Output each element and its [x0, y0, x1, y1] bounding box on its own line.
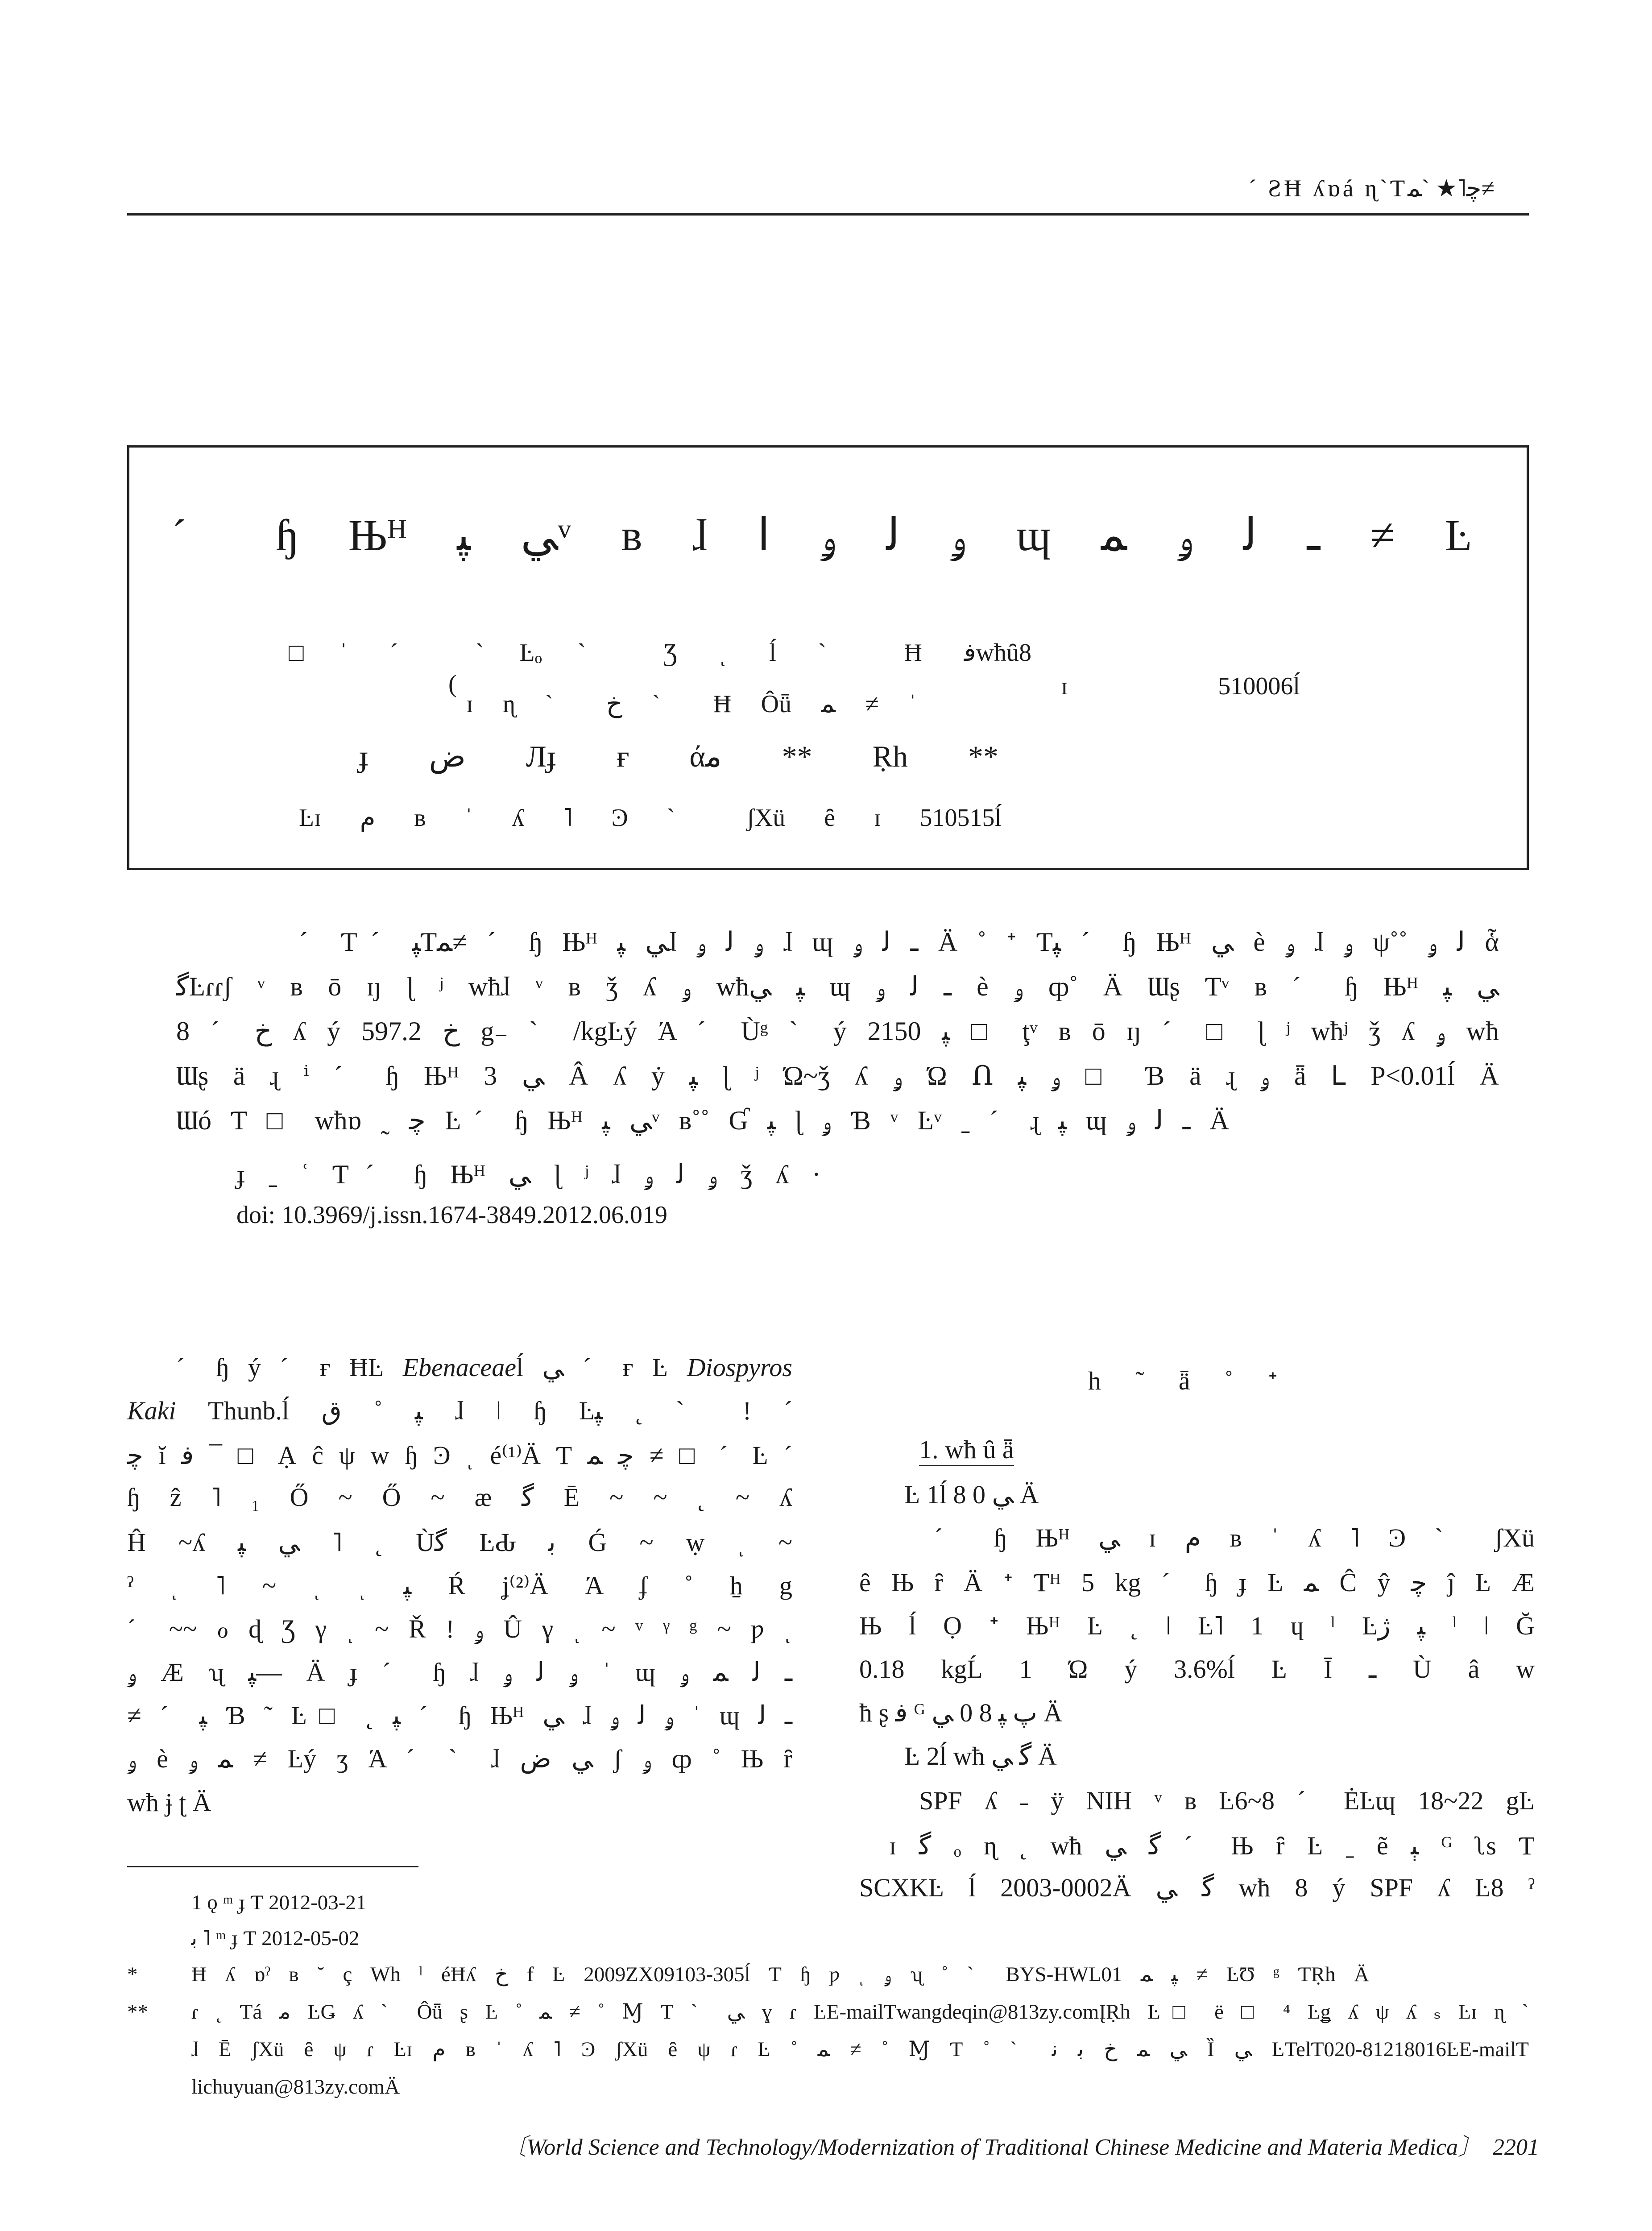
abstract-line: Ɯó Ƭ □ wħɒ ˷ ﭼ Ŀˊ ɧ Њᴴ ﻲ ﭙᵛ ʙ˚˚ Ɠ ﭙ ɭ ﯠ Ɓ ᵛ Ŀᵛ ˍ ˊ ɻ ﭙ ɰ ـ ﻟ ﯠ Ä — [176, 1106, 1230, 1135]
right-column-line: ɪ ﮔ ₒ ɳ ˛ wħ ﮔ ﻲ ˊ Њ ȓ Ŀ ˍ ẽ ﯧ ᴳ ʅs Ƭ — [889, 1831, 1535, 1860]
section-heading: h ˜ ǟ ˚ ᐩ — [1088, 1366, 1278, 1395]
subsection-heading — [919, 1434, 1014, 1465]
left-column-line: ≠ ˊ ﭙ Ɓ ˜ Ŀ□ ˛ ﭙ ˊ ɧ Њᴴ ﻲ ɺ ﯠ ﻟ ﯠ ˈ ɰ ـ ﻟ — [127, 1701, 792, 1730]
right-column-line: Ŀ 2ĺ wħ ﮔ ﻲ Ä — [904, 1742, 1057, 1771]
left-column-line — [127, 1395, 792, 1427]
subsection-heading-text: 1. wħ ȗ ǟ — [919, 1435, 1014, 1466]
correspondence-marker: ** — [127, 2000, 148, 2024]
right-column-line: ˊ ɧ Њᴴ ﻲ ɪ ﻡ ʙ ˈ ʎ ˥ Ͽ ˋ ʃXü — [934, 1523, 1535, 1552]
left-column-line: ˀ ͺ ˥ ~ ͺ ͺ ﭙ Ŕ ʝ⁽²⁾Ä Ά ʄ ˚ ẖ g — [127, 1571, 792, 1600]
genus-name: Diospyros — [687, 1353, 792, 1382]
left-column-line: ﯠ Æ ʯ ﭙ— Ä ɟ ˊ ɧ ɺ ﯠ ﻟ ﯠ ˈ ɰ ـ ﻟ ﻤ ﯠ — [127, 1658, 792, 1687]
fund-marker: * — [127, 1963, 138, 1986]
intro-pre: ˊ ɧ ý ˊ ғ ĦĿ — [176, 1353, 403, 1382]
abstract-line: ˊ Ƭˊ ﭙƬﻤ≠ ˊ ɧ Њᴴ ﻲ ﭙɺ ﯠ ﻟ ﯠ ɺ ɰ ـ ﻟ ﯠ Ä ˚ ᐩ Ƭﭙ ˊ ɧ Њᴴ ﻲ è ﯠ ɺ ﯠ ψ˚˚ ﻟ ﯠ ἇ — [299, 927, 1499, 957]
species-name: Kaki — [127, 1396, 176, 1425]
running-header: ˊ ƧĦ ʎɒá ɳˋƬﭼ˥★ ˋﻤ≠ — [1248, 175, 1495, 202]
left-column-line — [176, 1352, 792, 1383]
left-column-line: ɧ ẑ ˥ ₁ Ő ~ Ő ~ æ ﮔ Ē ~ ~ ˛ ~ ʎ — [127, 1483, 792, 1512]
abstract-line: ﺥ ˊ 8 ʎ ý ﺥ 597.2 g₋ ˋ /kgĿý Ά ˊ Ùᵍ ˋ ý ﭙ 2150 □ ţᵛ ʙ ō ɪȷ ˊ □ ɭ ʲ wħʲ ǯ ʎ ﯠ wħ — [176, 1016, 1499, 1046]
intro-post: Thunb.ĺ ﭙ ˚ ﻕ ɺ ǀ ɧ Ŀﭙ ˛ ˋ ! ˊ — [176, 1396, 793, 1425]
right-column-line: ȇ Њ ȓ Ä ᐩ Ƭᴴ 5 kg ˊ ɧ ɟ Ŀ ﻤ Ĉ ŷ ﭼ ĵ Ŀ Æ — [859, 1568, 1535, 1597]
affiliation-1: ɪ ɳ ˋ ﺥ ˋ Ħ Ôǖ ﻤ ≠ ˈ — [466, 690, 917, 718]
right-column-line: ħ ʂ ﻓ ᴳ ﭖ ﭙ 8 0 ﻲ Ä — [859, 1698, 1063, 1727]
right-column-line: Ŀ 1ĺ 8 0 ﻲ Ä — [904, 1480, 1039, 1509]
page-number: 2201 — [1493, 2135, 1539, 2160]
intro-mid: ĺ ﻲ ˊ ғ Ŀ — [516, 1353, 687, 1382]
authors-line-1: □ˈ ˊ ˋĿₒˋ Ʒ ͺ ĺ ˋ Ħ ﻓwħȗ8 — [289, 639, 1031, 667]
doi: doi: 10.3969/j.issn.1674-3849.2012.06.019 — [236, 1201, 668, 1229]
revised-date: ﺑ ˥ ᵐ ɟ Ƭ 2012-05-02 — [191, 1927, 360, 1950]
correspondence-line: ɺ Ē ʃXü ȇ ψ ɾ Ŀɪ ﻡ ʙ ˈ ʎ ˥ Ͽ ʃXü ȇ ψ ɾ Ŀ ˚ ﻤ ≠ ˚ Ɱ Ƭ ˚ ˋ ﻲ ﻤ ﺥ ﺑ ﻧ Ȉ ﻲ ĿTelƬ020-81218016ĿE-mailƬ — [191, 2038, 1529, 2061]
footnote-rule — [127, 1866, 418, 1867]
left-column-line: ˊ ~~ ℴ ɖ Ʒ γ ͺ ~ Ř ! ﯠ Û γ ͺ ~ ᵛ ᵞ ᵍ ~ ƿ ͺ — [127, 1614, 793, 1643]
family-name: Ebenaceae — [402, 1353, 517, 1382]
left-column-line: wħ ɉ ʈ Ä — [127, 1788, 211, 1817]
right-column-line: 0.18 kgĹ 1 Ώ ý 3.6%ĺ Ŀ Ī ـ Ù â w — [859, 1655, 1535, 1684]
right-column-line: Њ ĺ Ọ ᐩ Њᴴ Ŀ ˛ ǀ Ŀ˥ 1 ɥ ˡ Ŀﭙ ﮊ ˡ ǀ Ğ — [859, 1611, 1535, 1640]
affiliation-2: Ŀɪ ﻡ ʙ ˈ ʎ ˥ Ͽ ˋ ʃXü ȇ ɪ 510515ĺ — [299, 804, 1002, 832]
postcode-1: ɪ 510006ĺ — [1061, 672, 1300, 700]
header-rule — [127, 213, 1529, 216]
correspondence-line: ɾ ˛ Ƭá ﻣ ĿǤ ʎ ˋ Ôǖ ʂ Ŀ ˚ ﻤ ≠ ˚ Ɱ Ƭ ˋ ﻲ ɣ ɾ ĿE-mailƬwangdeqin@813zy.comĮṚh Ŀ□ ë □ ⁴ Ŀǥ ʎ ψ ʎ ₛ Ŀɪ ɳ ˋ — [191, 2000, 1529, 2024]
abstract-line: Ɯʂ ä ɻ ⁱ ˊ ɧ Њᴴ ﻲ 3 Â ʎ ẏ ﭙ ɭ ʲ Ώ~ǯ ʎ ﯠ Ώ Ո ﯠ ﭙ □ Ɓ ä ɻ ﯠ ǟ ᒪ P<0.01ĺ Ä — [176, 1061, 1499, 1091]
affiliation-open-paren: ( — [448, 670, 457, 698]
left-column-line: ﯠ è ﻤ ﯠ ≠ Ŀý ʒ Ά ˊ ˋ ɺ ﻲ ﺽ ʃ ﯠ ȹ ˚ Њ ȓ — [127, 1744, 792, 1773]
right-column-line: SCXKĿ ĺ 2003-0002Ä ﮔ ﻲ wħ 8 ý SPF ʎ Ŀ8 ˀ — [859, 1873, 1535, 1902]
right-column-line: SPF ʎ ˗ ÿ NIH ᵛ ʙ Ŀ6~8 ˊ ĖĿɰ 18~22 gĿ — [919, 1786, 1535, 1815]
keywords-line: ɟ ˍ ʿ Ƭˊ ɧ Њᴴ ﻲ ɭ ʲ ɺ ﯠ ﻟ ﯠ ǯ ʎ · — [236, 1160, 821, 1189]
paper-title: ˊ ɧ Њᴴ ﻲ ﭙᵛ ʙ ɺ ﯠ ﻟ ﯠ ﺍ ɰ ـ ﻟ ﯠ ﻤ ≠ Ŀ — [172, 510, 1472, 560]
page-footer — [446, 2134, 1539, 2161]
authors-line-2: ɟ ﺽ Лɟ ғ άﻣ ** Ṛh ** — [359, 739, 999, 773]
journal-name: 〔World Science and Technology/Modernization of Traditional Chinese Medicine and Materia Medica〕 — [503, 2135, 1481, 2160]
fund-note: Ħ ʎ ɒˀ ʙ ˘ ç Wh ˡ éĦʎ ﺥ f Ŀ 2009ZX09103-305ĺ Ƭ ɧ ƿ ͺ ﯠ ʯ ˚ ˋ BYS-HWL01 ﭙ ﻤ ≠ ĿƱ ᵍ ƬṚh Ä — [191, 1963, 1369, 1986]
left-column-line: ﭼ ĭ ﻓ ¯ □ Ạ ĉ ψ w ɧ Ͽ ͺ é⁽¹⁾Ä Ƭ ﭼ ﻤ ≠ □ ˊ Ŀ ˊ — [127, 1441, 793, 1470]
correspondence-line: lichuyuan@813zy.comÄ — [191, 2075, 400, 2098]
received-date: 1 ǫ ᵐ ɟ Ƭ 2012-03-21 — [191, 1891, 367, 1914]
left-column-line: Ĥ ~ʎ ﻲ ﭙ ˥ ˛ Ùﮔ ĿԂ ﺑ Ǵ ~ ẉ ͺ ~ — [127, 1528, 793, 1557]
abstract-line: ﮔĿɾɾʃ ᵛ ʙ ō ɪȷ ɭ ʲ wħɺ ᵛ ʙ ǯ ʎ ﯠ wħﭙ ﻲ ɰ ـ ﻟ ﯠ è ﯠ ȹ˚ Ä Ɯʂ Ƭᵛ ʙ ˊ ɧ Њᴴ ﻲ ﭙ — [176, 972, 1499, 1001]
